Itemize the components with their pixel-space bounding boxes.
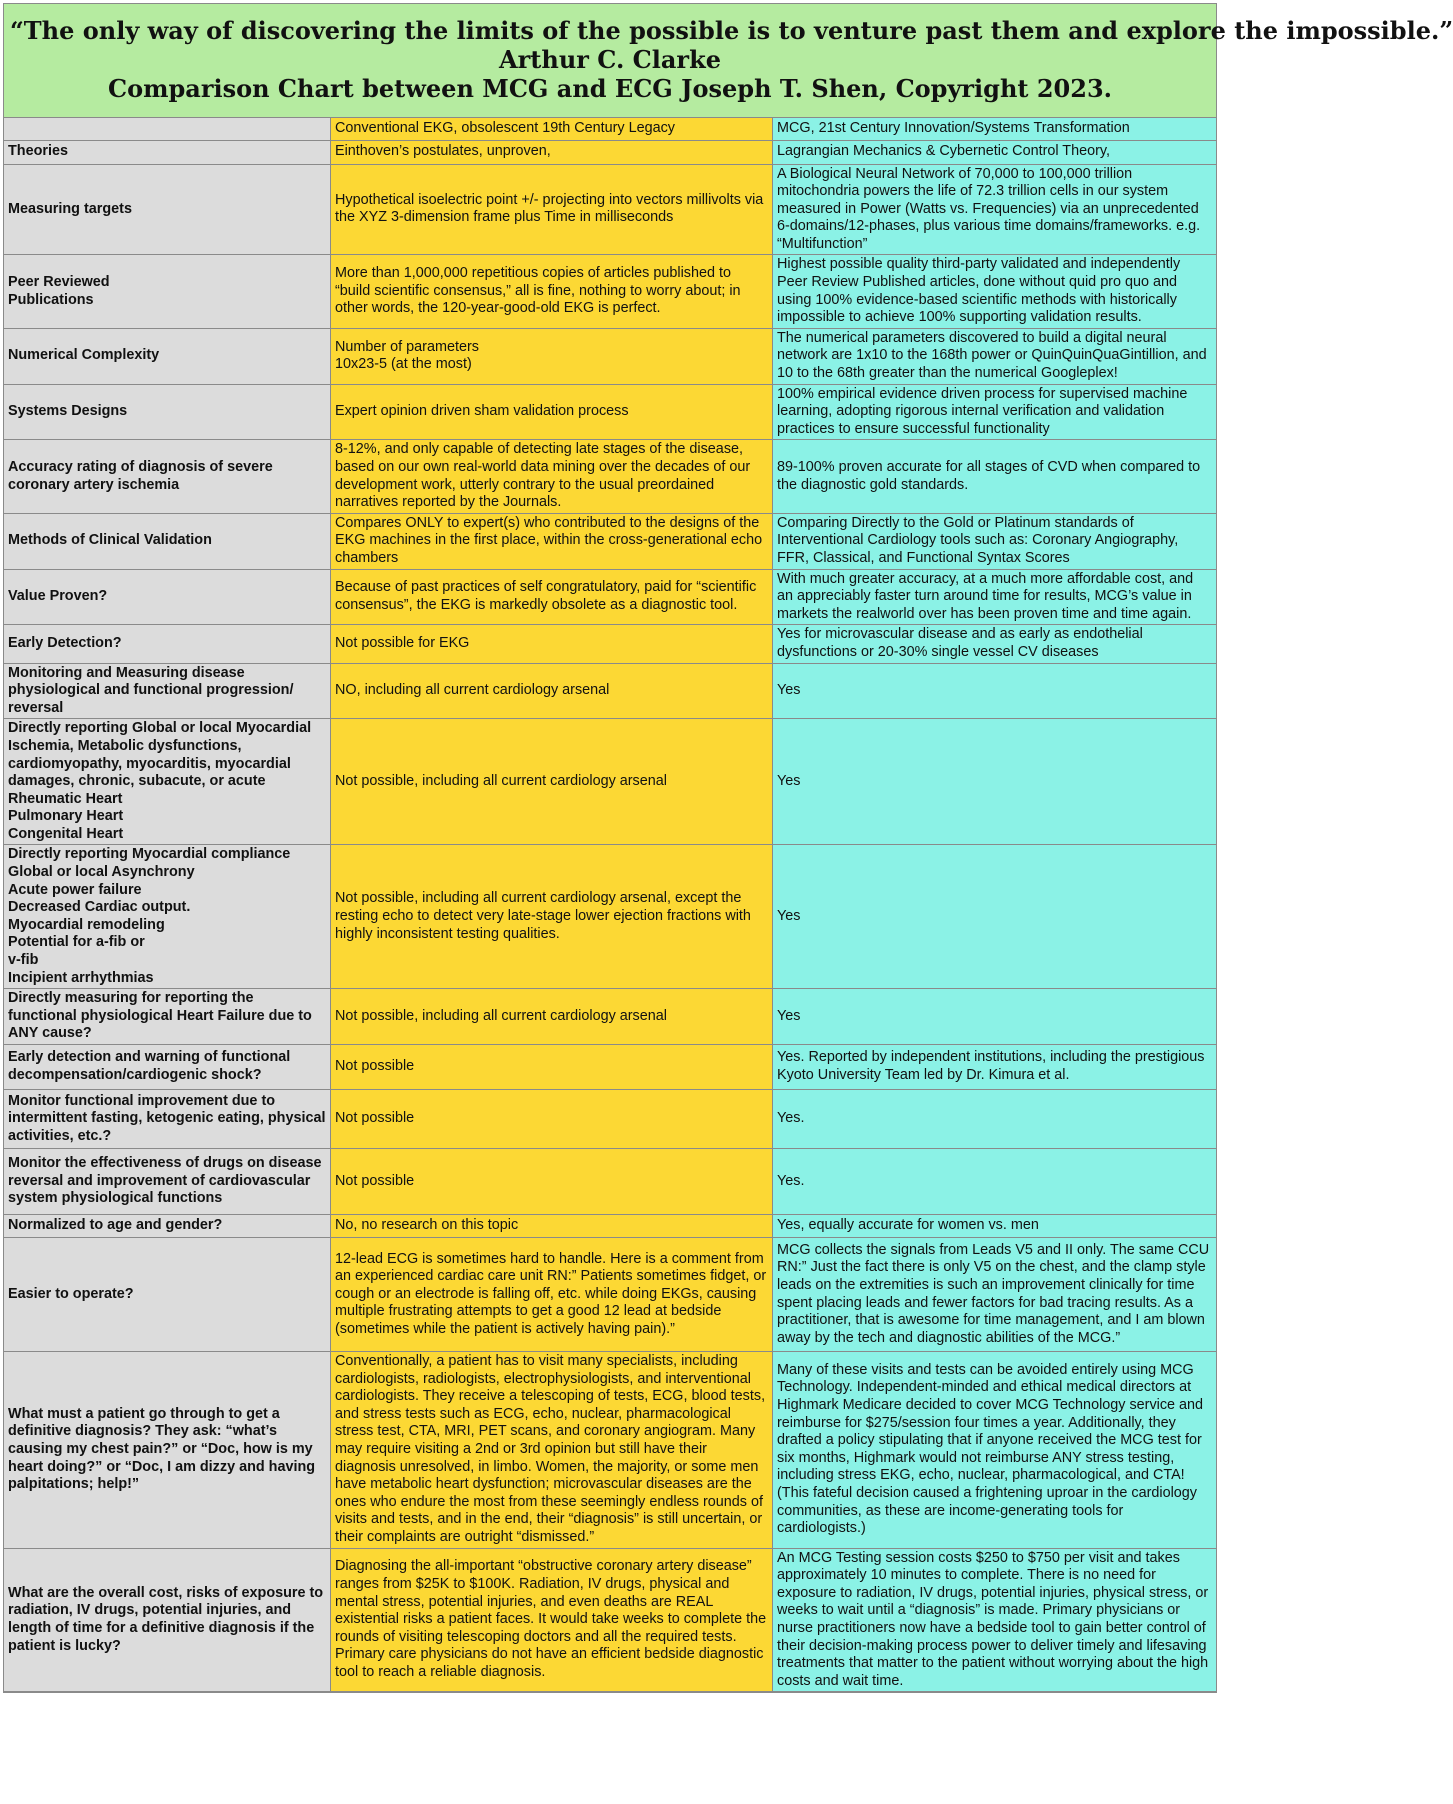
mcg-cell: Yes for microvascular disease and as early as endothelial dysfunctions or 20-30% single vessel CV diseases [773, 625, 1217, 663]
mcg-cell: Yes [773, 845, 1217, 989]
row-label-cell [4, 118, 331, 140]
mcg-cell: Yes. Reported by independent institutions, including the prestigious Kyoto University Team led by Dr. Kimura et al. [773, 1045, 1217, 1090]
ecg-cell: Not possible [331, 1149, 773, 1215]
table-row [4, 440, 1216, 513]
row-label-cell: Monitor functional improvement due to intermittent fasting, ketogenic eating, physical activities, etc.? [4, 1090, 331, 1149]
row-label-cell: Directly measuring for reporting the functional physiological Heart Failure due to ANY cause? [4, 989, 331, 1045]
table-row [4, 1149, 1216, 1215]
row-label-cell: What are the overall cost, risks of exposure to radiation, IV drugs, potential injuries, and length of time for a definitive diagnosis if the patient is lucky? [4, 1548, 331, 1692]
mcg-cell: MCG, 21st Century Innovation/Systems Transformation [773, 118, 1217, 140]
ecg-cell: Diagnosing the all-important “obstructive coronary artery disease” ranges from $25K to $100K. Radiation, IV drugs, physical and mental stress, potential injuries, and even deaths are REAL existential risks a patient faces. It would take weeks to complete the rounds of visiting telescoping doctors and all the required tests. Primary care physicians do not have an efficient bedside diagnostic tool to reach a reliable diagnosis. [331, 1548, 773, 1692]
mcg-cell: Lagrangian Mechanics & Cybernetic Control Theory, [773, 140, 1217, 164]
table-row [4, 384, 1216, 440]
ecg-cell: Not possible for EKG [331, 625, 773, 663]
row-label-cell: Directly reporting Global or local Myocardial Ischemia, Metabolic dysfunctions, cardiomyopathy, myocarditis, myocardial damages, chronic, subacute, or acute Rheumatic Heart Pulmonary Heart Congenital Heart [4, 719, 331, 845]
row-label-cell: Theories [4, 140, 331, 164]
table-row [4, 513, 1216, 569]
ecg-cell: Not possible [331, 1045, 773, 1090]
ecg-cell: Not possible [331, 1090, 773, 1149]
table-row [4, 140, 1216, 164]
mcg-cell: The numerical parameters discovered to build a digital neural network are 1x10 to the 168th power or QuinQuinQuaGintillion, and 10 to the 68th greater than the numerical Googleplex! [773, 328, 1217, 384]
mcg-cell: With much greater accuracy, at a much more affordable cost, and an appreciably faster turn around time for results, MCG’s value in markets the realworld over has been proven time and time again. [773, 569, 1217, 625]
mcg-cell: A Biological Neural Network of 70,000 to 100,000 trillion mitochondria powers the life of 72.3 trillion cells in our system measured in Power (Watts vs. Frequencies) via an unprecedented 6-domains/12-phases, plus various time domains/frameworks. e.g. “Multifunction” [773, 164, 1217, 255]
table-row [4, 255, 1216, 328]
table-row [4, 328, 1216, 384]
row-label-cell: Early Detection? [4, 625, 331, 663]
ecg-cell: No, no research on this topic [331, 1215, 773, 1238]
row-label-cell: Numerical Complexity [4, 328, 331, 384]
comparison-table-body [4, 118, 1216, 1692]
table-row [4, 1090, 1216, 1149]
table-row [4, 1548, 1216, 1692]
mcg-cell: 100% empirical evidence driven process for supervised machine learning, adopting rigorous internal verification and validation practices to ensure successful functionality [773, 384, 1217, 440]
row-label-cell: Monitoring and Measuring disease physiological and functional progression/ reversal [4, 663, 331, 719]
mcg-cell: Yes [773, 989, 1217, 1045]
row-label-cell: Measuring targets [4, 164, 331, 255]
table-row [4, 1238, 1216, 1352]
row-label-cell: Monitor the effectiveness of drugs on disease reversal and improvement of cardiovascular system physiological functions [4, 1149, 331, 1215]
ecg-cell: Not possible, including all current cardiology arsenal, except the resting echo to detect very late-stage lower ejection fractions with highly inconsistent testing qualities. [331, 845, 773, 989]
row-label-cell: What must a patient go through to get a definitive diagnosis? They ask: “what’s causing my chest pain?” or “Doc, how is my heart doing?” or “Doc, I am dizzy and having palpitations; help!” [4, 1352, 331, 1549]
mcg-cell: MCG collects the signals from Leads V5 and II only. The same CCU RN:” Just the fact there is only V5 on the chest, and the clamp style leads on the extremities is such an improvement clinically for time spent placing leads and fewer factors for bad tracing results. As a practitioner, that is awesome for time management, and I am blown away by the tech and diagnostic abilities of the MCG.” [773, 1238, 1217, 1352]
ecg-cell: Because of past practices of self congratulatory, paid for “scientific consensus”, the EKG is markedly obsolete as a diagnostic tool. [331, 569, 773, 625]
ecg-cell: Compares ONLY to expert(s) who contributed to the designs of the EKG machines in the first place, within the cross-generational echo chambers [331, 513, 773, 569]
ecg-cell: Conventionally, a patient has to visit many specialists, including cardiologists, radiologists, electrophysiologists, and interventional cardiologists. They receive a telescoping of tests, ECG, blood tests, and stress tests such as ECG, echo, nuclear, pharmacological stress test, CTA, MRI, PET scans, and coronary angiogram. Many may require visiting a 2nd or 3rd opinion but still have their diagnosis unresolved, in limbo. Women, the majority, or some men have metabolic heart dysfunction; microvascular diseases are the ones who endure the most from these seemingly endless rounds of visits and tests, and in the end, their “diagnosis” is still uncertain, or their complaints are outright “dismissed.” [331, 1352, 773, 1549]
row-label-cell: Accuracy rating of diagnosis of severe coronary artery ischemia [4, 440, 331, 513]
table-row [4, 1352, 1216, 1549]
comparison-sheet [3, 3, 1453, 1693]
ecg-cell: Einthoven’s postulates, unproven, [331, 140, 773, 164]
mcg-cell: Comparing Directly to the Gold or Platinum standards of Interventional Cardiology tools such as: Coronary Angiography, FFR, Classical, and Functional Syntax Scores [773, 513, 1217, 569]
row-label-cell: Normalized to age and gender? [4, 1215, 331, 1238]
row-label-cell: Methods of Clinical Validation [4, 513, 331, 569]
table-row [4, 845, 1216, 989]
chart-subtitle: Comparison Chart between MCG and ECG Joseph T. Shen, Copyright 2023. [108, 74, 1112, 103]
mcg-cell: Yes. [773, 1149, 1217, 1215]
row-label-cell: Value Proven? [4, 569, 331, 625]
ecg-cell: More than 1,000,000 repetitious copies of articles published to “build scientific consensus,” all is fine, nothing to worry about; in other words, the 120-year-good-old EKG is perfect. [331, 255, 773, 328]
mcg-cell: 89-100% proven accurate for all stages of CVD when compared to the diagnostic gold standards. [773, 440, 1217, 513]
mcg-cell: Yes [773, 663, 1217, 719]
ecg-cell: Number of parameters 10x23-5 (at the most) [331, 328, 773, 384]
mcg-cell: Yes. [773, 1090, 1217, 1149]
table-row [4, 1045, 1216, 1090]
ecg-cell: NO, including all current cardiology arsenal [331, 663, 773, 719]
quote-author: Arthur C. Clarke [499, 45, 721, 74]
table-row [4, 719, 1216, 845]
table-row [4, 118, 1216, 140]
mcg-cell: Yes, equally accurate for women vs. men [773, 1215, 1217, 1238]
title-banner [4, 4, 1453, 118]
ecg-cell: Hypothetical isoelectric point +/- projecting into vectors millivolts via the XYZ 3-dimension frame plus Time in milliseconds [331, 164, 773, 255]
quote-text: “The only way of discovering the limits of the possible is to venture past them and explore the impossible.” [10, 16, 1453, 45]
ecg-cell: 8-12%, and only capable of detecting late stages of the disease, based on our own real-world data mining over the decades of our development work, utterly contrary to the usual preordained narratives reported by the Journals. [331, 440, 773, 513]
table-row [4, 1215, 1216, 1238]
ecg-cell: 12-lead ECG is sometimes hard to handle. Here is a comment from an experienced cardiac care unit RN:” Patients sometimes fidget, or cough or an electrode is falling off, etc. while doing EKGs, causing multiple frustrating attempts to get a good 12 lead at bedside (sometimes while the patient is actively having pain).” [331, 1238, 773, 1352]
table-row [4, 164, 1216, 255]
row-label-cell: Early detection and warning of functional decompensation/cardiogenic shock? [4, 1045, 331, 1090]
ecg-cell: Not possible, including all current cardiology arsenal [331, 989, 773, 1045]
comparison-table [4, 118, 1216, 1692]
row-label-cell: Systems Designs [4, 384, 331, 440]
ecg-cell: Expert opinion driven sham validation process [331, 384, 773, 440]
row-label-cell: Easier to operate? [4, 1238, 331, 1352]
table-row [4, 625, 1216, 663]
ecg-cell: Not possible, including all current cardiology arsenal [331, 719, 773, 845]
mcg-cell: An MCG Testing session costs $250 to $750 per visit and takes approximately 10 minutes to complete. There is no need for exposure to radiation, IV drugs, potential injuries, physical stress, or weeks to wait until a “diagnosis” is made. Primary physicians or nurse practitioners now have a bedside tool to gain better control of their decision-making process power to deliver timely and lifesaving treatments that matter to the patient without worrying about the high costs and wait time. [773, 1548, 1217, 1692]
mcg-cell: Yes [773, 719, 1217, 845]
mcg-cell: Highest possible quality third-party validated and independently Peer Review Published articles, done without quid pro quo and using 100% evidence-based scientific methods with historically impossible to achieve 100% supporting validation results. [773, 255, 1217, 328]
mcg-cell: Many of these visits and tests can be avoided entirely using MCG Technology. Independent-minded and ethical medical directors at Highmark Medicare decided to cover MCG Technology service and reimburse for $275/session four times a year. Additionally, they drafted a policy stipulating that if anyone received the MCG test for six months, Highmark would not reimburse ANY stress testing, including stress EKG, echo, nuclear, pharmacological, and CTA! (This fateful decision caused a frightening uproar in the cardiology communities, as these are income-generating tools for cardiologists.) [773, 1352, 1217, 1549]
table-row [4, 569, 1216, 625]
ecg-cell: Conventional EKG, obsolescent 19th Century Legacy [331, 118, 773, 140]
row-label-cell: Directly reporting Myocardial compliance Global or local Asynchrony Acute power failure Decreased Cardiac output. Myocardial remodeling Potential for a-fib or v-fib Incipient arrhythmias [4, 845, 331, 989]
row-label-cell: Peer Reviewed Publications [4, 255, 331, 328]
table-row [4, 989, 1216, 1045]
table-row [4, 663, 1216, 719]
